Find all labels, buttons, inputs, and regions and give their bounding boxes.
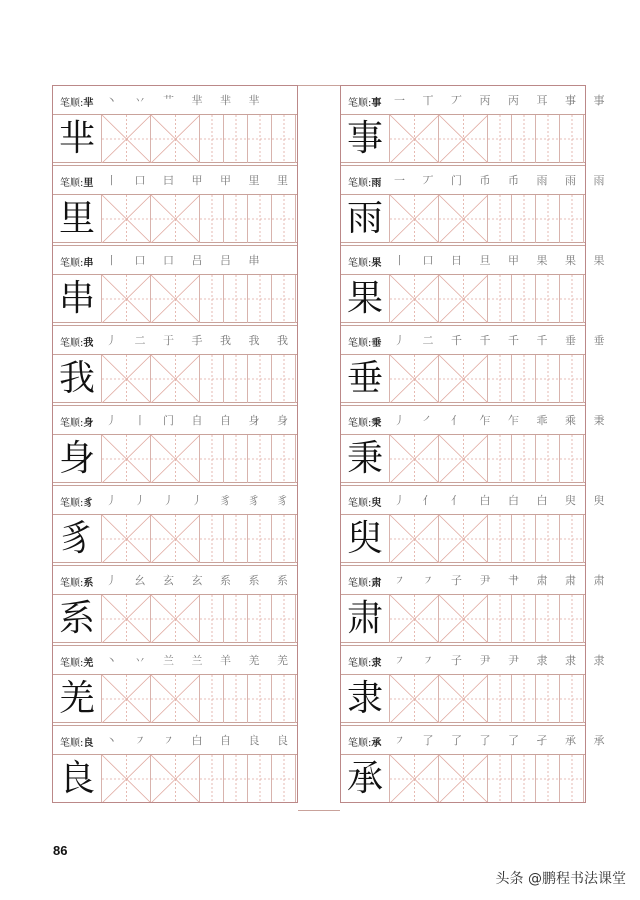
- stroke-order-prefix: 笔顺:: [60, 98, 84, 109]
- stroke-order-prefix: 笔顺:: [348, 738, 372, 749]
- page-number: 86: [53, 843, 68, 858]
- stroke-sequence: 丨 口 口 吕 吕 串: [106, 254, 267, 267]
- stroke-order-char: 果: [371, 258, 382, 269]
- stroke-order-char: 承: [371, 738, 382, 749]
- model-character: 豸: [58, 518, 95, 559]
- stroke-order-char: 我: [83, 338, 94, 349]
- stroke-sequence: 一 丆 门 币 币 雨 雨 雨: [394, 174, 612, 187]
- stroke-order-prefix: 笔顺:: [348, 98, 372, 109]
- stroke-sequence: 丿 二 于 手 我 我 我: [106, 334, 295, 347]
- stroke-order-char: 臾: [371, 498, 382, 509]
- stroke-order-char: 隶: [371, 658, 382, 669]
- stroke-order-prefix: 笔顺:: [348, 658, 372, 669]
- stroke-order-prefix: 笔顺:: [348, 418, 372, 429]
- stroke-sequence: 丿 丿 丿 丿 豸 豸 豸: [106, 494, 295, 507]
- model-character: 承: [346, 758, 383, 799]
- model-character: 串: [58, 278, 95, 319]
- model-character: 肃: [346, 598, 383, 639]
- column-frame: [340, 85, 586, 803]
- model-character: 我: [58, 358, 95, 399]
- stroke-sequence: 丶 丷 艹 芈 芈 芈: [106, 94, 267, 107]
- center-spine: [298, 85, 340, 811]
- stroke-order-char: 身: [83, 418, 94, 429]
- model-character: 芈: [58, 118, 95, 159]
- stroke-order-prefix: 笔顺:: [60, 258, 84, 269]
- watermark: 头条 @鹏程书法课堂: [495, 871, 626, 887]
- stroke-sequence: 丿 亻 亻 白 白 白 臾 臾: [394, 494, 612, 507]
- model-character: 秉: [346, 438, 383, 479]
- stroke-sequence: ㇇ ㇇ 子 尹 肀 肃 肃 肃: [394, 574, 612, 587]
- stroke-order-char: 芈: [83, 98, 94, 109]
- stroke-order-prefix: 笔顺:: [348, 258, 372, 269]
- stroke-order-char: 秉: [371, 418, 382, 429]
- stroke-sequence: 丿 丨 门 自 自 身 身: [106, 414, 295, 427]
- stroke-sequence: 丨 口 曰 甲 甲 里 里: [106, 174, 295, 187]
- stroke-order-prefix: 笔顺:: [60, 578, 84, 589]
- stroke-order-prefix: 笔顺:: [348, 338, 372, 349]
- stroke-order-char: 里: [83, 178, 94, 189]
- stroke-sequence: 丿 二 千 千 千 千 垂 垂: [394, 334, 612, 347]
- stroke-order-prefix: 笔顺:: [60, 418, 84, 429]
- stroke-order-char: 良: [83, 738, 94, 749]
- stroke-order-char: 肃: [371, 578, 382, 589]
- stroke-order-char: 羌: [83, 658, 94, 669]
- model-character: 果: [346, 278, 383, 319]
- stroke-sequence: 丶 丷 兰 兰 羊 羌 羌: [106, 654, 295, 667]
- model-character: 事: [346, 118, 383, 159]
- stroke-order-char: 雨: [371, 178, 382, 189]
- stroke-order-char: 豸: [83, 498, 94, 509]
- stroke-order-char: 系: [83, 578, 94, 589]
- stroke-order-prefix: 笔顺:: [60, 338, 84, 349]
- stroke-order-prefix: 笔顺:: [60, 178, 84, 189]
- stroke-sequence: 丿 幺 玄 玄 系 系 系: [106, 574, 295, 587]
- stroke-order-prefix: 笔顺:: [348, 178, 372, 189]
- stroke-sequence: 丶 ㇇ ㇇ 白 自 良 良: [106, 734, 295, 747]
- stroke-order-prefix: 笔顺:: [348, 578, 372, 589]
- model-character: 臾: [346, 518, 383, 559]
- model-character: 良: [58, 758, 95, 799]
- model-character: 垂: [346, 358, 383, 399]
- stroke-sequence: 一 丅 丆 丙 丙 耳 事 事: [394, 94, 612, 107]
- model-character: 雨: [346, 198, 383, 239]
- stroke-order-prefix: 笔顺:: [60, 658, 84, 669]
- stroke-sequence: ㇇ ㇇ 子 尹 尹 隶 隶 隶: [394, 654, 612, 667]
- model-character: 羌: [58, 678, 95, 719]
- stroke-order-char: 串: [83, 258, 94, 269]
- stroke-order-prefix: 笔顺:: [60, 738, 84, 749]
- column-frame: [52, 85, 298, 803]
- stroke-sequence: 丨 口 日 旦 甲 果 果 果: [394, 254, 612, 267]
- stroke-sequence: ㇇ 了 了 了 了 孑 承 承: [394, 734, 612, 747]
- stroke-sequence: 丿 ㇒ 亻 乍 乍 乖 乘 秉: [394, 414, 612, 427]
- model-character: 系: [58, 598, 95, 639]
- stroke-order-char: 事: [371, 98, 382, 109]
- stroke-order-prefix: 笔顺:: [60, 498, 84, 509]
- model-character: 身: [58, 438, 95, 479]
- model-character: 里: [58, 198, 95, 239]
- model-character: 隶: [346, 678, 383, 719]
- stroke-order-prefix: 笔顺:: [348, 498, 372, 509]
- stroke-order-char: 垂: [371, 338, 382, 349]
